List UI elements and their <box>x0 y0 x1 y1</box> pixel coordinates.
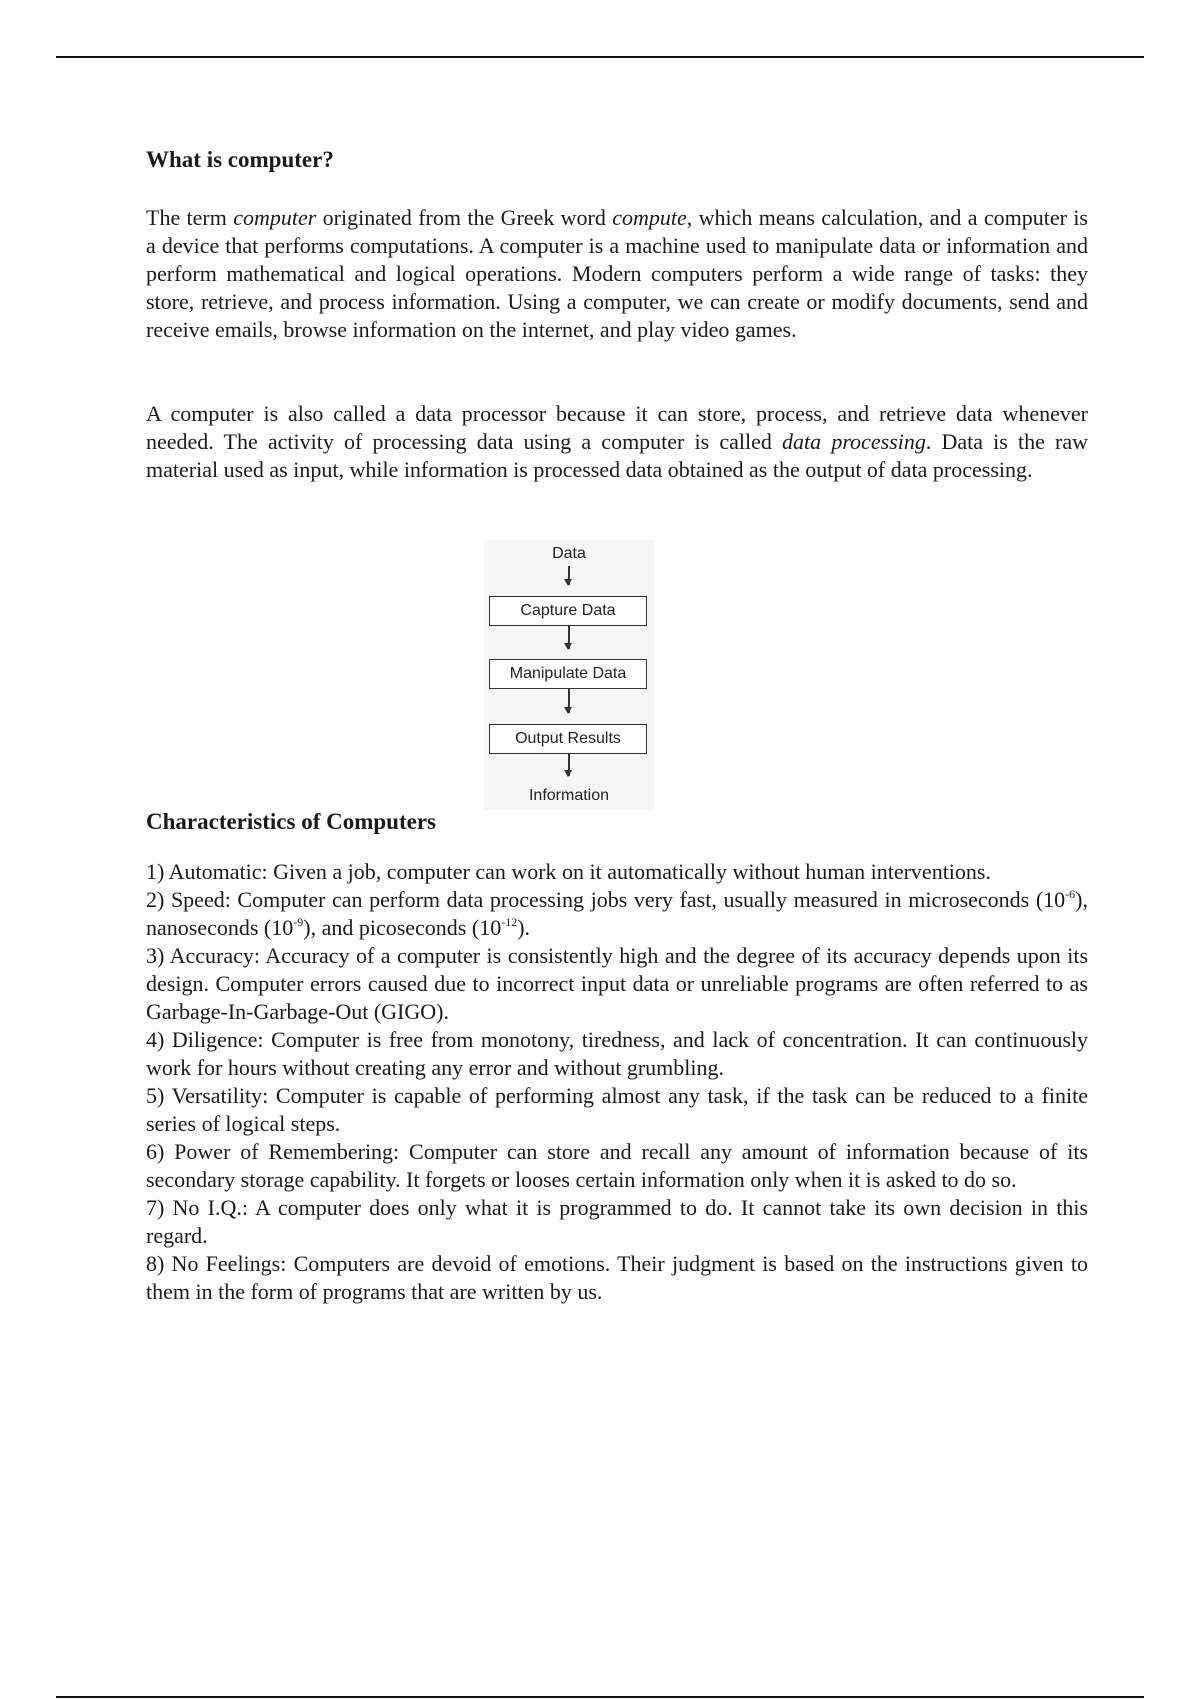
text-run: ). <box>517 915 531 940</box>
text-run: , which means calculation, and a computer is a device that performs computations. A computer is a machine used to manipulate data or information and perform mathematical and logical operations. Modern computers perform a wide range of tasks: they store, retrieve, and process information. Using a computer, we can create or modify documents, send and receive emails, browse information on the internet, and play video games. <box>146 205 1088 342</box>
diagram-step-manipulate: Manipulate Data <box>489 659 647 689</box>
bottom-rule <box>56 1696 1144 1698</box>
list-item: 8) No Feelings: Computers are devoid of emotions. Their judgment is based on the instructions given to them in the form of programs that are written by us. <box>146 1251 1088 1304</box>
text-run: The term <box>146 205 234 230</box>
list-item: 1) Automatic: Given a job, computer can work on it automatically without human interventions. <box>146 859 991 884</box>
emphasis-computer: computer <box>233 205 317 230</box>
flow-arrow <box>568 626 570 649</box>
emphasis-data-processing: data processing <box>782 429 926 454</box>
characteristics-list <box>146 858 1088 1306</box>
text-run: . Data is the raw material used as input, while information is processed data obtained as the output of data processing. <box>146 429 1088 482</box>
exponent: -12 <box>501 915 518 929</box>
list-item: 3) Accuracy: Accuracy of a computer is consistently high and the degree of its accuracy depends upon its design. Computer errors caused due to incorrect input data or unreliable programs are often referred to as Garbage-In-Garbage-Out (GIGO). <box>146 943 1088 1024</box>
text-run: ), nanoseconds (10 <box>146 887 1088 940</box>
paragraph-definition <box>146 204 1088 344</box>
diagram-step-capture: Capture Data <box>489 596 647 626</box>
flow-arrow <box>568 754 570 776</box>
flow-arrow <box>568 689 570 713</box>
list-item: 7) No I.Q.: A computer does only what it is programmed to do. It cannot take its own decision in this regard. <box>146 1195 1088 1248</box>
diagram-input-label: Data <box>552 545 586 562</box>
list-item: 5) Versatility: Computer is capable of performing almost any task, if the task can be reduced to a finite series of logical steps. <box>146 1083 1088 1136</box>
diagram-step-output: Output Results <box>489 724 647 754</box>
list-item: 4) Diligence: Computer is free from monotony, tiredness, and lack of concentration. It can continuously work for hours without creating any error and without grumbling. <box>146 1027 1088 1080</box>
paragraph-data-processor <box>146 400 1088 484</box>
exponent: -6 <box>1065 887 1076 901</box>
exponent: -9 <box>293 915 304 929</box>
flow-arrow <box>568 566 570 585</box>
data-processing-flow-diagram <box>484 540 654 810</box>
emphasis-compute: compute <box>612 205 687 230</box>
top-rule <box>56 56 1144 58</box>
list-item: 6) Power of Remembering: Computer can store and recall any amount of information because of its secondary storage capability. It forgets or looses certain information only when it is asked to do so. <box>146 1139 1088 1192</box>
section-heading-what-is-computer: What is computer? <box>146 147 334 172</box>
text-run: 2) Speed: Computer can perform data processing jobs very fast, usually measured in microseconds (10 <box>146 887 1066 912</box>
section-heading-characteristics: Characteristics of Computers <box>146 809 436 834</box>
text-run: ), and picoseconds (10 <box>303 915 502 940</box>
diagram-output-label: Information <box>528 787 610 804</box>
text-run: originated from the Greek word <box>316 205 613 230</box>
list-item <box>146 886 1088 942</box>
text-run: A computer is also called a data processor because it can store, process, and retrieve data whenever needed. The activity of processing data using a computer is called <box>146 401 1088 454</box>
